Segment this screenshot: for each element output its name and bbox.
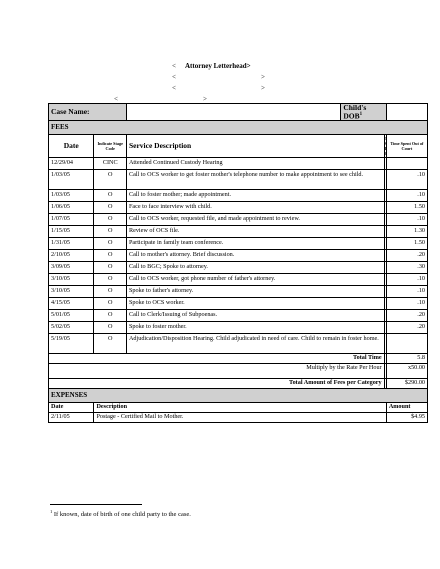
case-name-field[interactable] [126,104,340,121]
letterhead-open-bracket: < [172,73,176,81]
table-row [49,261,428,273]
table-row [49,285,428,297]
row-time-out-court [386,157,427,169]
row-stage-code: O [94,309,126,321]
row-stage-code: O [94,225,126,237]
table-row [49,225,428,237]
exp-col-amount: Amount [386,403,427,413]
row-time-out-court: .10 [386,273,427,285]
row-date: 1/31/05 [49,237,94,249]
row-stage-code: O [94,297,126,309]
total-out-court: 5.8 [386,353,427,363]
row-time-out-court: .20 [386,249,427,261]
row-date: 12/29/04 [49,157,94,169]
row-service-description: Spoke to father's attorney. [126,285,384,297]
row-stage-code: O [94,169,126,189]
row-service-description: Call to BGC; Spoke to attorney. [126,261,384,273]
row-time-out-court: .10 [386,169,427,189]
row-service-description: Call to Clerk/Issuing of Subpoenas. [126,309,384,321]
total-time-row [49,353,428,363]
row-time-out-court: .30 [386,261,427,273]
row-service-description: Review of OCS file. [126,225,384,237]
table-row [49,273,428,285]
table-row [49,201,428,213]
row-time-out-court: .10 [386,297,427,309]
row-stage-code: O [94,261,126,273]
row-stage-code: O [94,249,126,261]
table-row [49,333,428,353]
table-row [49,321,428,333]
exp-col-date: Date [49,403,94,413]
childs-dob-field[interactable] [386,104,427,121]
letterhead-open-bracket: < [172,84,176,92]
letterhead-open-bracket: < [172,62,176,70]
rate-label: Multiply by the Rate Per Hour [49,363,385,378]
row-service-description: Call to mother's attorney. Brief discussion. [126,249,384,261]
row-stage-code: O [94,201,126,213]
row-service-description: Spoke to foster mother. [126,321,384,333]
case-info-row [49,104,428,121]
table-row [49,413,428,423]
expenses-section-label: EXPENSES [49,389,428,403]
row-date: 1/15/05 [49,225,94,237]
fees-out-court: $290.00 [386,379,427,389]
row-date: 1/03/05 [49,169,94,189]
letterhead-open-bracket: < [114,95,118,103]
row-date: 2/10/05 [49,249,94,261]
row-stage-code: O [94,321,126,333]
row-service-description: Call to foster mother; made appointment. [126,189,384,201]
childs-dob-label: Child's DOB$^1$ [341,104,386,121]
row-time-out-court: 1.30 [386,225,427,237]
letterhead-close-bracket: > [203,95,207,103]
exp-row-amount: $4.95 [386,413,427,423]
row-stage-code: CINC [94,157,126,169]
table-row [49,309,428,321]
table-row [49,249,428,261]
exp-row-date: 2/11/05 [49,413,94,423]
row-service-description: Adjudication/Disposition Hearing. Child adjudicated in need of care. Child to remain in foster home. [126,333,384,353]
row-date: 4/15/05 [49,297,94,309]
col-stage-code: Indicate Stage Code [94,134,126,157]
letterhead-close-bracket: > [261,73,265,81]
total-fees-label: Total Amount of Fees per Category [49,379,385,389]
row-stage-code: O [94,285,126,297]
row-date: 5/19/05 [49,333,94,353]
total-fees-row [49,379,428,389]
fees-section-label: FEES [49,120,428,134]
row-stage-code: O [94,333,126,353]
row-time-out-court [386,333,427,353]
fee-rows [49,157,428,353]
row-date: 5/02/05 [49,321,94,333]
expenses-header-row [49,403,428,413]
exp-col-description: Description [94,403,386,413]
letterhead-title: Attorney Letterhead> [185,62,251,70]
row-service-description: Call to OCS worker to get foster mother's telephone number to make appointment to see child. [126,169,384,189]
row-stage-code: O [94,189,126,201]
row-service-description: Participate in family team conference. [126,237,384,249]
row-date: 1/07/05 [49,213,94,225]
row-stage-code: O [94,213,126,225]
fees-section-row [49,120,428,134]
rate-out-court: x50.00 [386,363,427,378]
row-time-out-court: 1.50 [386,201,427,213]
fees-table [48,103,428,423]
footnote-separator [50,504,142,505]
row-time-out-court: .10 [386,213,427,225]
row-service-description: Call to OCS worker, got phone number of father's attorney. [126,273,384,285]
col-out-court: Time Spent Out of Court [386,134,427,157]
footnote [50,509,191,518]
row-time-out-court: .20 [386,309,427,321]
total-time-label: Total Time [49,353,385,363]
table-row [49,297,428,309]
row-stage-code: O [94,273,126,285]
rate-row [49,363,428,378]
row-date: 5/01/05 [49,309,94,321]
row-date: 3/10/05 [49,285,94,297]
row-service-description: Call to OCS worker, requested file, and made appointment to review. [126,213,384,225]
exp-row-description: Postage - Certified Mail to Mother. [94,413,386,423]
fees-header-row [49,134,428,157]
row-stage-code: O [94,237,126,249]
row-time-out-court: .10 [386,189,427,201]
row-date: 3/09/05 [49,261,94,273]
col-date: Date [49,134,94,157]
row-service-description: Spoke to OCS worker. [126,297,384,309]
row-time-out-court: .10 [386,285,427,297]
row-date: 1/06/05 [49,201,94,213]
footnote-marker: 1 [50,509,53,514]
table-row [49,237,428,249]
table-row [49,169,428,189]
case-name-label: Case Name: [49,104,127,121]
expenses-section-row [49,389,428,403]
row-service-description: Face to face interview with child. [126,201,384,213]
row-time-out-court: .20 [386,321,427,333]
row-time-out-court: 1.50 [386,237,427,249]
row-date: 1/03/05 [49,189,94,201]
expense-rows [49,413,428,423]
table-row [49,157,428,169]
footnote-text: If known, date of birth of one child party to the case. [53,511,191,519]
table-row [49,213,428,225]
letterhead-close-bracket: > [261,84,265,92]
col-service: Service Description [126,134,384,157]
table-row [49,189,428,201]
row-service-description: Attended Continued Custody Hearing [126,157,384,169]
row-date: 3/10/05 [49,273,94,285]
